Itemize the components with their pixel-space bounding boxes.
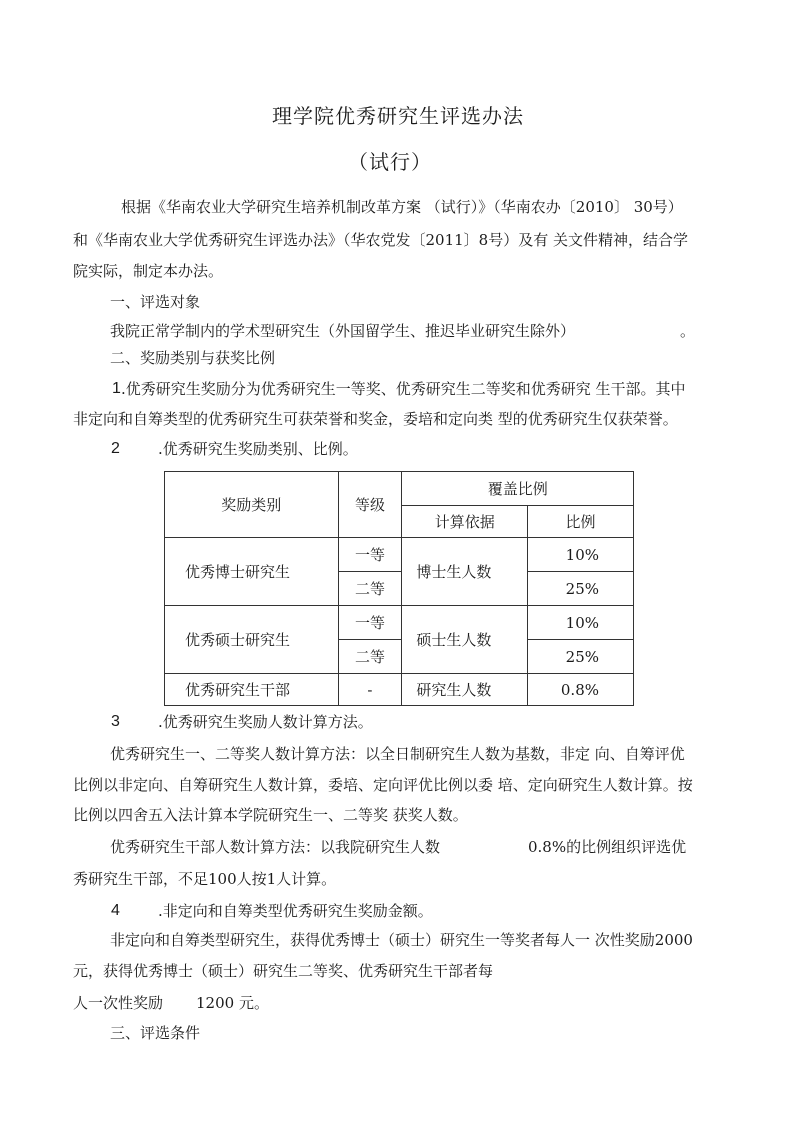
section-1-text-end: 。 [680, 322, 696, 340]
item-3-para-1-line-1: 优秀研究生一、二等奖人数计算方法：以全日制研究生人数为基数，非定 向、自筹评优 [110, 745, 685, 763]
section-1-heading: 一、评选对象 [110, 293, 201, 311]
cadre-level-cell: - [338, 674, 402, 706]
award-ratio-table [164, 471, 634, 706]
item-3-para-1-line-2: 比例以非定向、自筹研究生人数计算，委培、定向评优比例以委 培、定向研究生人数计算。按 [73, 776, 693, 794]
item-4-text: .非定向和自筹类型优秀研究生奖励金额。 [158, 902, 433, 920]
header-coverage: 覆盖比例 [402, 472, 634, 506]
master-first-ratio: 10% [528, 606, 634, 640]
section-1-text: 我院正常学制内的学术型研究生（外国留学生、推迟毕业研究生除外） [110, 322, 576, 340]
master-basis-cell: 硕士生人数 [402, 606, 528, 674]
page-subtitle: （试行） [348, 150, 432, 174]
cadre-basis-cell: 研究生人数 [402, 674, 528, 706]
phd-category-cell: 优秀博士研究生 [165, 538, 339, 606]
item-3-para-2-line-1b: 0.8%的比例组织评选优 [528, 838, 687, 856]
phd-second-level: 二等 [338, 572, 402, 606]
phd-second-ratio: 25% [528, 572, 634, 606]
master-second-level: 二等 [338, 640, 402, 674]
cadre-category-cell: 优秀研究生干部 [165, 674, 339, 706]
master-category-cell: 优秀硕士研究生 [165, 606, 339, 674]
item-3-text: .优秀研究生奖励人数计算方法。 [158, 713, 373, 731]
item-3-para-2-line-1a: 优秀研究生干部人数计算方法：以我院研究生人数 [110, 838, 441, 856]
item-4-line-3a: 人一次性奖励 [73, 994, 164, 1012]
intro-line-2: 和《华南农业大学优秀研究生评选办法》（华农党发〔2011〕8号）及有 关文件精神，结合学 [73, 231, 688, 249]
cadre-ratio-cell: 0.8% [528, 674, 634, 706]
header-level: 等级 [338, 472, 402, 538]
master-first-level: 一等 [338, 606, 402, 640]
item-2-number: 2 [111, 440, 120, 457]
phd-first-level: 一等 [338, 538, 402, 572]
header-category: 奖励类别 [165, 472, 339, 538]
header-basis: 计算依据 [402, 506, 528, 538]
master-second-ratio: 25% [528, 640, 634, 674]
intro-line-1: 根据《华南农业大学研究生培养机制改革方案 （试行）》（华南农办〔2010〕 30号） [121, 198, 683, 216]
page-title: 理学院优秀研究生评选办法 [272, 104, 524, 128]
item-4-line-1: 非定向和自筹类型研究生，获得优秀博士（硕士）研究生一等奖者每人一 次性奖励2000 [110, 931, 693, 949]
section-3-heading: 三、评选条件 [110, 1024, 201, 1042]
item-4-line-3b: 1200 元。 [196, 994, 269, 1012]
header-ratio: 比例 [528, 506, 634, 538]
phd-first-ratio: 10% [528, 538, 634, 572]
item-1-line-1: .优秀研究生奖励分为优秀研究生一等奖、优秀研究生二等奖和优秀研究 生干部。其中 [121, 380, 686, 398]
item-1-line-2: 非定向和自筹类型的优秀研究生可获荣誉和奖金，委培和定向类 型的优秀研究生仅获荣誉。 [73, 410, 678, 428]
item-1-number: 1 [112, 380, 121, 397]
item-3-para-2-line-2: 秀研究生干部，不足100人按1人计算。 [73, 870, 337, 888]
intro-line-3: 院实际，制定本办法。 [73, 262, 224, 280]
item-4-number: 4 [111, 902, 120, 919]
phd-basis-cell: 博士生人数 [402, 538, 528, 606]
item-3-number: 3 [111, 713, 120, 730]
item-4-line-2: 元，获得优秀博士（硕士）研究生二等奖、优秀研究生干部者每 [73, 962, 494, 980]
section-2-heading: 二、奖励类别与获奖比例 [110, 349, 276, 367]
item-3-para-1-line-3: 比例以四舍五入法计算本学院研究生一、二等奖 获奖人数。 [73, 806, 468, 824]
item-2-text: .优秀研究生奖励类别、比例。 [158, 440, 358, 458]
